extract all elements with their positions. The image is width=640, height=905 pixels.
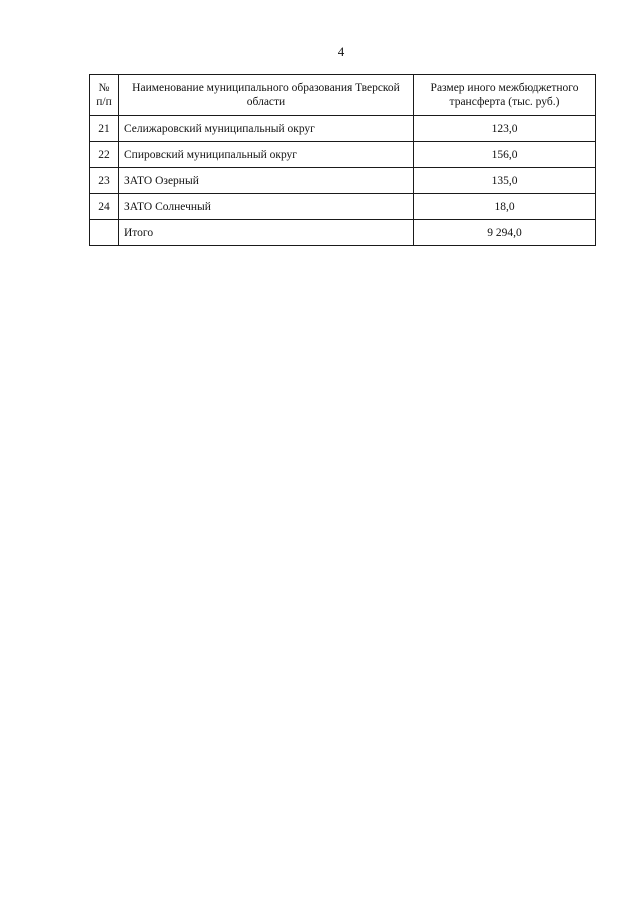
header-name: Наименование муниципального образования Тверской области [119, 75, 414, 116]
header-num: № п/п [90, 75, 119, 116]
total-row [90, 220, 596, 246]
row-amount: 18,0 [414, 194, 596, 220]
table-row [90, 194, 596, 220]
row-num: 24 [90, 194, 119, 220]
table-row [90, 168, 596, 194]
row-name: ЗАТО Озерный [119, 168, 414, 194]
row-num: 22 [90, 142, 119, 168]
table-header-row [90, 75, 596, 116]
row-num: 23 [90, 168, 119, 194]
row-amount: 156,0 [414, 142, 596, 168]
total-label: Итого [119, 220, 414, 246]
table-row [90, 116, 596, 142]
row-amount: 123,0 [414, 116, 596, 142]
transfer-table [89, 74, 596, 246]
row-amount: 135,0 [414, 168, 596, 194]
table-row [90, 142, 596, 168]
header-amount: Размер иного межбюджетного трансферта (тыс. руб.) [414, 75, 596, 116]
total-num [90, 220, 119, 246]
row-name: ЗАТО Солнечный [119, 194, 414, 220]
total-amount: 9 294,0 [414, 220, 596, 246]
row-name: Селижаровский муниципальный округ [119, 116, 414, 142]
row-num: 21 [90, 116, 119, 142]
page-number: 4 [337, 44, 345, 59]
row-name: Спировский муниципальный округ [119, 142, 414, 168]
